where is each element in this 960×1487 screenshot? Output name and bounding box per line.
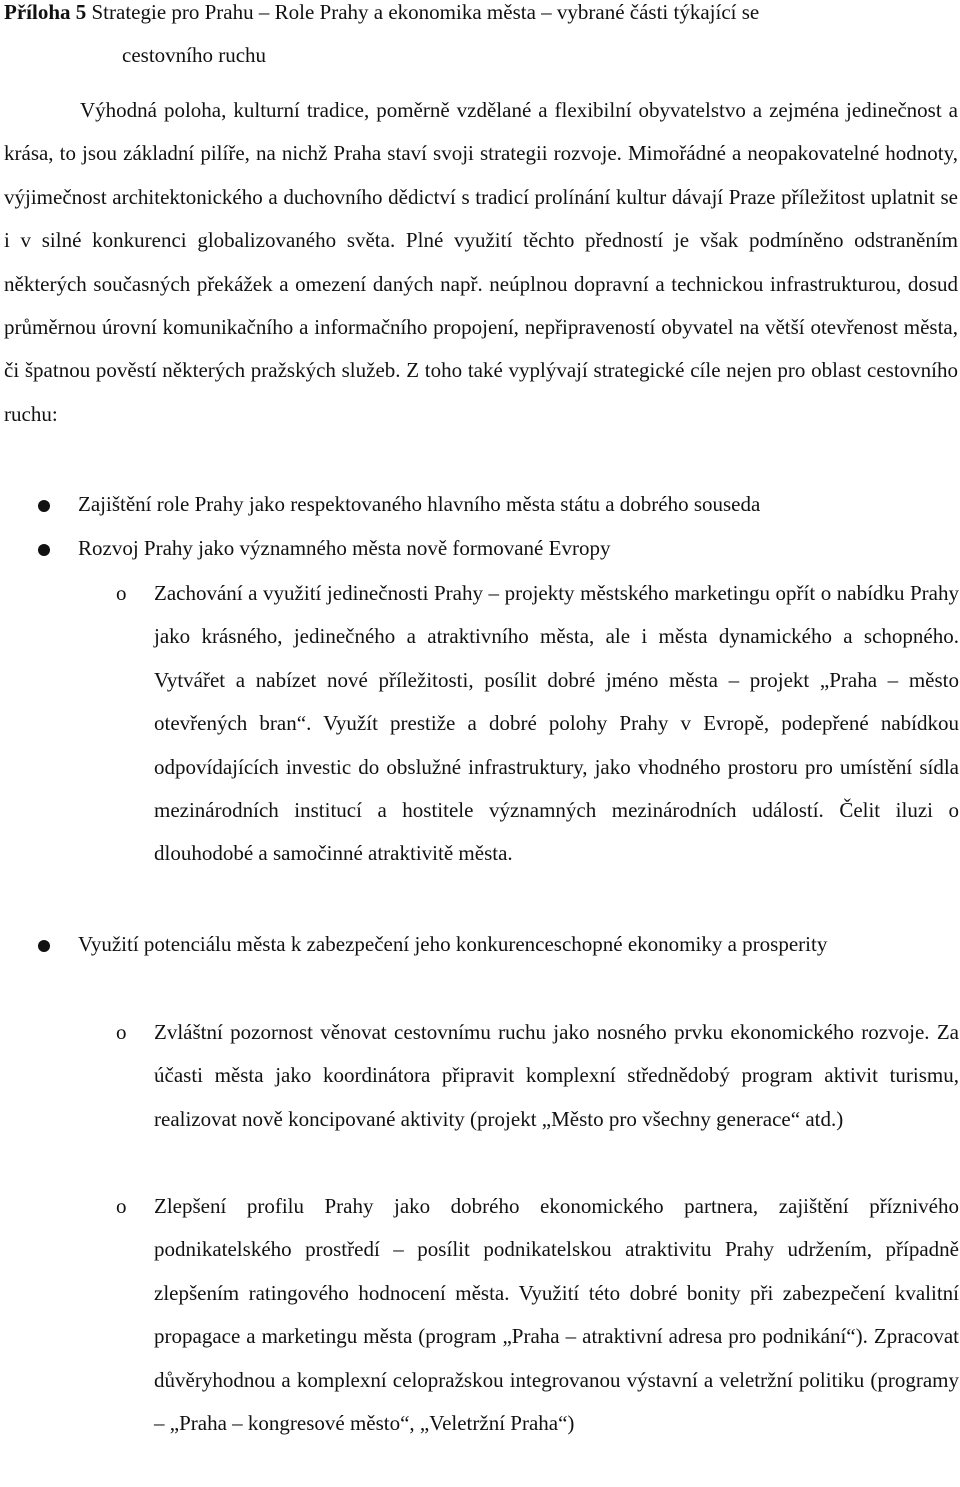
bullet-item-potential: Využití potenciálu města k zabezpečení jeho konkurenceschopné ekonomiky a prosperity	[78, 932, 828, 956]
bullet-dot	[38, 544, 50, 556]
sub-bullet-marker: o	[116, 581, 127, 605]
annex-label: Příloha 5	[4, 0, 87, 24]
annex-title-text: Strategie pro Prahu – Role Prahy a ekonomika města – vybrané části týkající se	[86, 0, 760, 24]
bullet-dot	[38, 500, 50, 512]
intro-paragraph: Výhodná poloha, kulturní tradice, poměrně vzdělané a flexibilní obyvatelstvo a zejména jedinečnost a krása, to jsou základní pilíře, na nichž Praha staví svoji strategii rozvoje. Mimořádné a neopakovatelné hodnoty, výjimečnost architektonického a duchovního dědictví s tradicí prolínání kultur dávají Praze příležitost uplatnit se i v silné konkurenci globalizovaného světa. Plné využití těchto předností je však podmíněno odstraněním některých současných překážek a omezení daných např. neúplnou dopravní a technickou infrastrukturou, dosud průměrnou úrovní komunikačního a informačního propojení, nepřipraveností obyvatel na větší otevřenost města, či špatnou pověstí některých pražských služeb. Z toho také vyplývají strategické cíle nejen pro oblast cestovního ruchu:	[4, 98, 958, 426]
document-title	[4, 1, 958, 23]
bullet-item-role: Zajištění role Prahy jako respektovaného hlavního města státu a dobrého souseda	[78, 492, 761, 516]
sub-bullet-marker: o	[116, 1020, 127, 1044]
sub-item-uniqueness: Zachování a využití jedinečnosti Prahy – projekty městského marketingu opřít o nabídku Prahy jako krásného, jedinečného a atraktivního města, ale i města dynamického a schopného. Vytvářet a nabízet nové příležitosti, posílit dobré jméno města – projekt „Praha – město otevřených bran“. Využít prestiže a dobré polohy Prahy v Evropě, podepřené nabídkou odpovídajících investic do obslužné infrastruktury, jako vhodného prostoru pro umístění sídla mezinárodních institucí a hostitele významných mezinárodních událostí. Čelit iluzi o dlouhodobé a samočinné atraktivitě města.	[154, 581, 959, 866]
sub-bullet-marker: o	[116, 1194, 127, 1218]
bullet-item-development: Rozvoj Prahy jako významného města nově formované Evropy	[78, 536, 611, 560]
bullet-dot	[38, 940, 50, 952]
document-title-continuation: cestovního ruchu	[122, 43, 267, 67]
sub-item-economic-partner: Zlepšení profilu Prahy jako dobrého ekonomického partnera, zajištění příznivého podnikatelského prostředí – posílit podnikatelskou atraktivitu Prahy udržením, případně zlepšením ratingového hodnocení města. Využití této dobré bonity při zabezpečení kvalitní propagace a marketingu města (program „Praha – atraktivní adresa pro podnikání“). Zpracovat důvěryhodnou a komplexní celopražskou integrovanou výstavní a veletržní politiku (programy – „Praha – kongresové město“, „Veletržní Praha“)	[154, 1194, 959, 1436]
sub-item-tourism: Zvláštní pozornost věnovat cestovnímu ruchu jako nosného prvku ekonomického rozvoje. Za účasti města jako koordinátora připravit komplexní střednědobý program aktivit turismu, realizovat nově koncipované aktivity (projekt „Město pro všechny generace“ atd.)	[154, 1020, 959, 1131]
